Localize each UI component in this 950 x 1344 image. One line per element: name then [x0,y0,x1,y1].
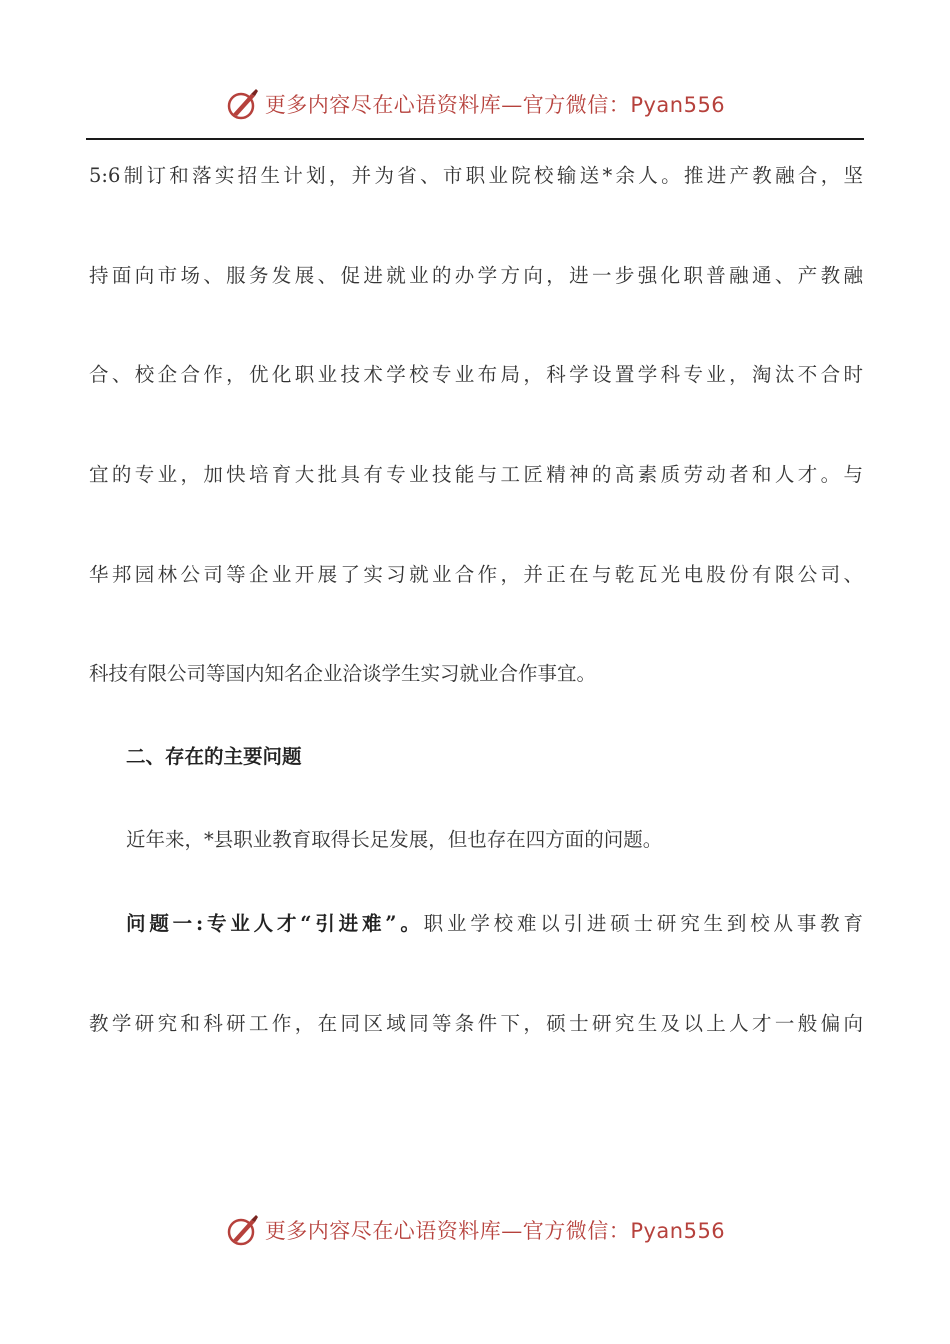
problem1-text: 职业学校难以引进硕士研究生到校从事教育 [423,912,863,935]
body-line-6: 科技有限公司等国内知名企业洽谈学生实习就业合作事宜。 [89,662,597,685]
body-line-5: 华邦园林公司等企业开展了实习就业合作，并正在与乾瓦光电股份有限公司、 [89,563,863,586]
problem1-title: 问题一:专业人才“引进难”。 [126,912,424,935]
footer-wechat-id: Pyan556 [630,1219,726,1243]
problem1-line-2: 教学研究和科研工作，在同区域同等条件下，硕士研究生及以上人才一般偏向 [89,1012,863,1035]
pen-logo-icon [225,86,261,122]
header-rule [86,138,864,140]
body-line-1: 5:6制订和落实招生计划，并为省、市职业院校输送*余人。推进产教融合，坚 [89,164,863,187]
pen-logo-icon [225,1212,261,1248]
body-line-3: 合、校企合作，优化职业技术学校专业布局，科学设置学科专业，淘汰不合时 [89,363,863,386]
body-line-2: 持面向市场、服务发展、促进就业的办学方向，进一步强化职普融通、产教融 [89,264,863,287]
footer-banner-text: 更多内容尽在心语资料库—官方微信：Pyan556 [264,1219,726,1243]
body-line-4: 宜的专业，加快培育大批具有专业技能与工匠精神的高素质劳动者和人才。与 [89,463,863,486]
problem1-line-1 [126,908,863,936]
header-banner-text: 更多内容尽在心语资料库—官方微信：Pyan556 [264,93,726,117]
footer-banner [0,1210,950,1250]
section-heading: 二、存在的主要问题 [126,745,302,768]
intro-paragraph: 近年来，*县职业教育取得长足发展，但也存在四方面的问题。 [126,828,663,851]
header-wechat-id: Pyan556 [630,93,726,117]
header-banner [0,84,950,124]
